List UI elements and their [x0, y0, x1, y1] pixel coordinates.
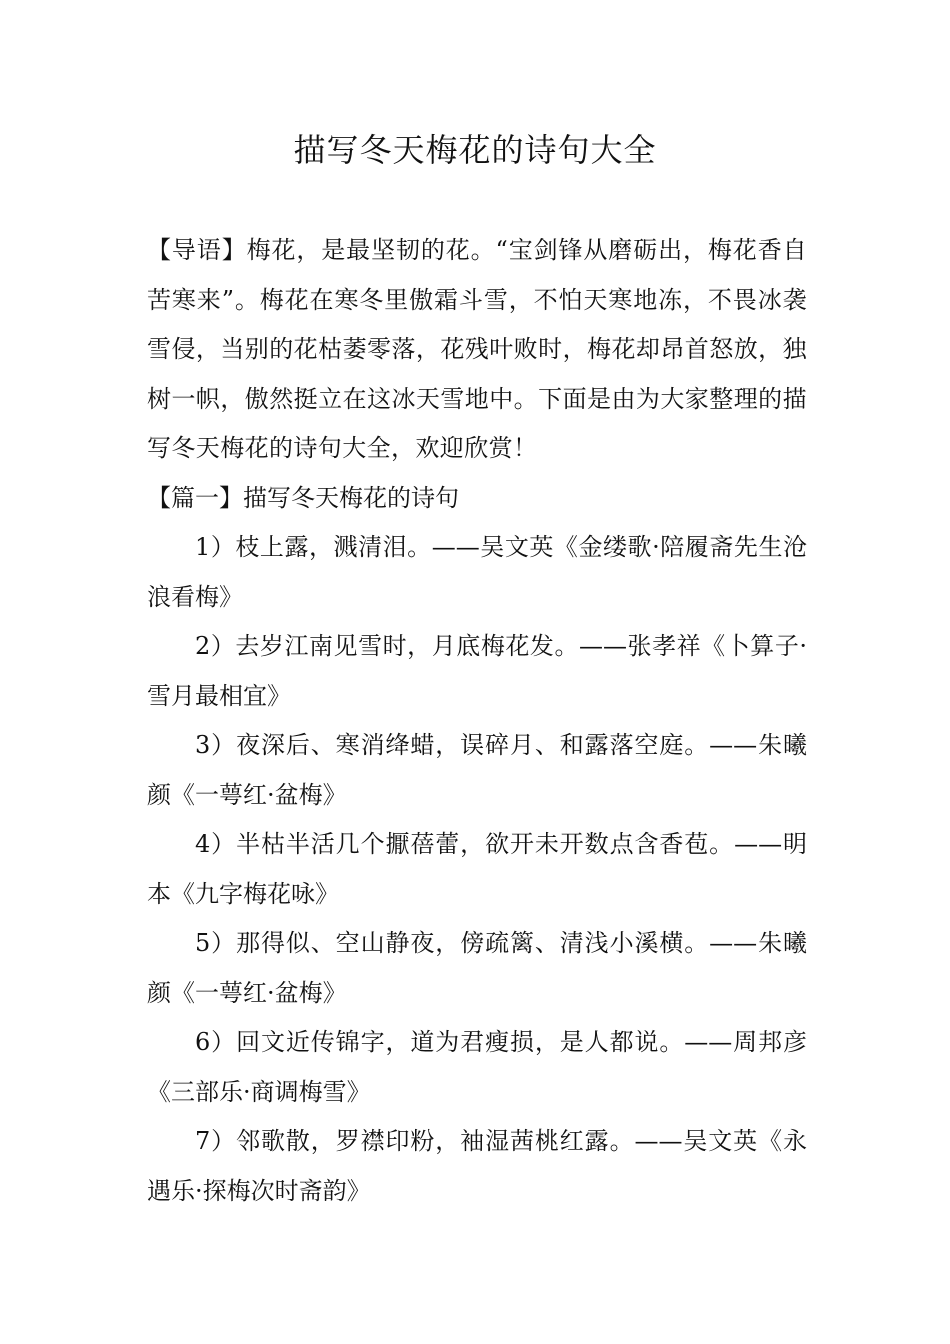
poem-line-item: 3）夜深后、寒消绛蜡，误碎月、和露落空庭。——朱曦颜《一萼红·盆梅》 — [147, 731, 807, 809]
poem-line-item: 4）半枯半活几个擫蓓蕾，欲开未开数点含香苞。——明本《九字梅花咏》 — [147, 830, 807, 908]
poem-line-item: 1）枝上露，溅清泪。——吴文英《金缕歌·陪履斋先生沧浪看梅》 — [147, 533, 807, 611]
poem-line-item: 7）邻歌散，罗襟印粉，袖湿茜桃红露。——吴文英《永遇乐·探梅次时斋韵》 — [147, 1127, 807, 1205]
intro-paragraph: 【导语】梅花，是最坚韧的花。“宝剑锋从磨砺出，梅花香自苦寒来”。梅花在寒冬里傲霜斗雪，不怕天寒地冻，不畏冰袭雪侵，当别的花枯萎零落，花残叶败时，梅花却昂首怒放，独树一帜，傲然挺立在这冰天雪地中。下面是由为大家整理的描写冬天梅花的诗句大全，欢迎欣赏！ — [147, 236, 807, 462]
poem-line-item: 6）回文近传锦字，道为君瘦损，是人都说。——周邦彦《三部乐·商调梅雪》 — [147, 1028, 807, 1106]
poem-line-item: 2）去岁江南见雪时，月底梅花发。——张孝祥《卜算子·雪月最相宜》 — [147, 632, 807, 710]
document-title: 描写冬天梅花的诗句大全 — [293, 131, 657, 169]
poem-line-item: 5）那得似、空山静夜，傍疏篱、清浅小溪横。——朱曦颜《一萼红·盆梅》 — [147, 929, 807, 1007]
section-heading: 【篇一】描写冬天梅花的诗句 — [147, 483, 459, 512]
document-body — [147, 226, 807, 1216]
